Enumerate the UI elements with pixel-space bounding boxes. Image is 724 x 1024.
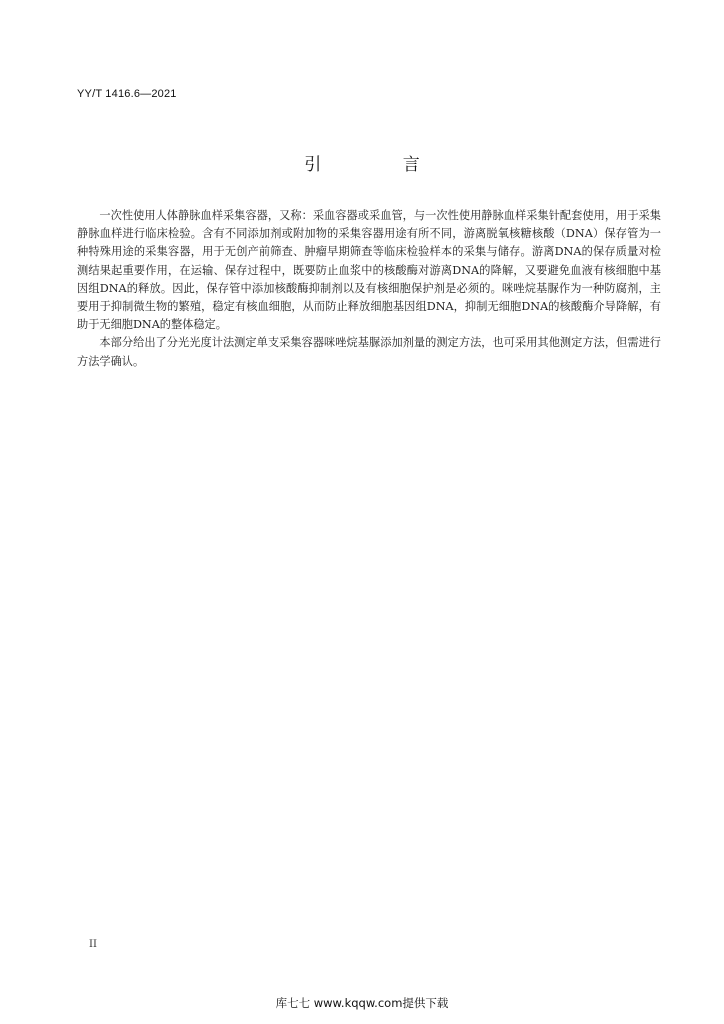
paragraph-2: 本部分给出了分光光度计法测定单支采集容器咪唑烷基脲添加剂量的测定方法，也可采用其他测定方法，但需进行方法学确认。 (77, 336, 661, 368)
introduction-body (77, 207, 661, 371)
standard-code: YY/T 1416.6—2021 (77, 88, 177, 100)
paragraph-1: 一次性使用人体静脉血样采集容器，又称：采血容器或采血管，与一次性使用静脉血样采集针配套使用，用于采集静脉血样进行临床检验。含有不同添加剂或附加物的采集容器用途有所不同，游离脱氧核糖核酸（DNA）保存管为一种特殊用途的采集容器，用于无创产前筛查、肿瘤早期筛查等临床检验样本的采集与储存。游离DNA的保存质量对检测结果起重要作用，在运输、保存过程中，既要防止血浆中的核酸酶对游离DNA的降解，又要避免血液有核细胞中基因组DNA的释放。因此，保存管中添加核酸酶抑制剂以及有核细胞保护剂是必须的。咪唑烷基脲作为一种防腐剂，主要用于抑制微生物的繁殖，稳定有核血细胞，从而防止释放细胞基因组DNA，抑制无细胞DNA的核酸酶介导降解，有助于无细胞DNA的整体稳定。 (77, 209, 661, 332)
page-number: II (89, 939, 97, 950)
download-watermark: 库七七 www.kqqw.com提供下载 (275, 996, 449, 1010)
section-title: 引 言 (304, 155, 458, 175)
